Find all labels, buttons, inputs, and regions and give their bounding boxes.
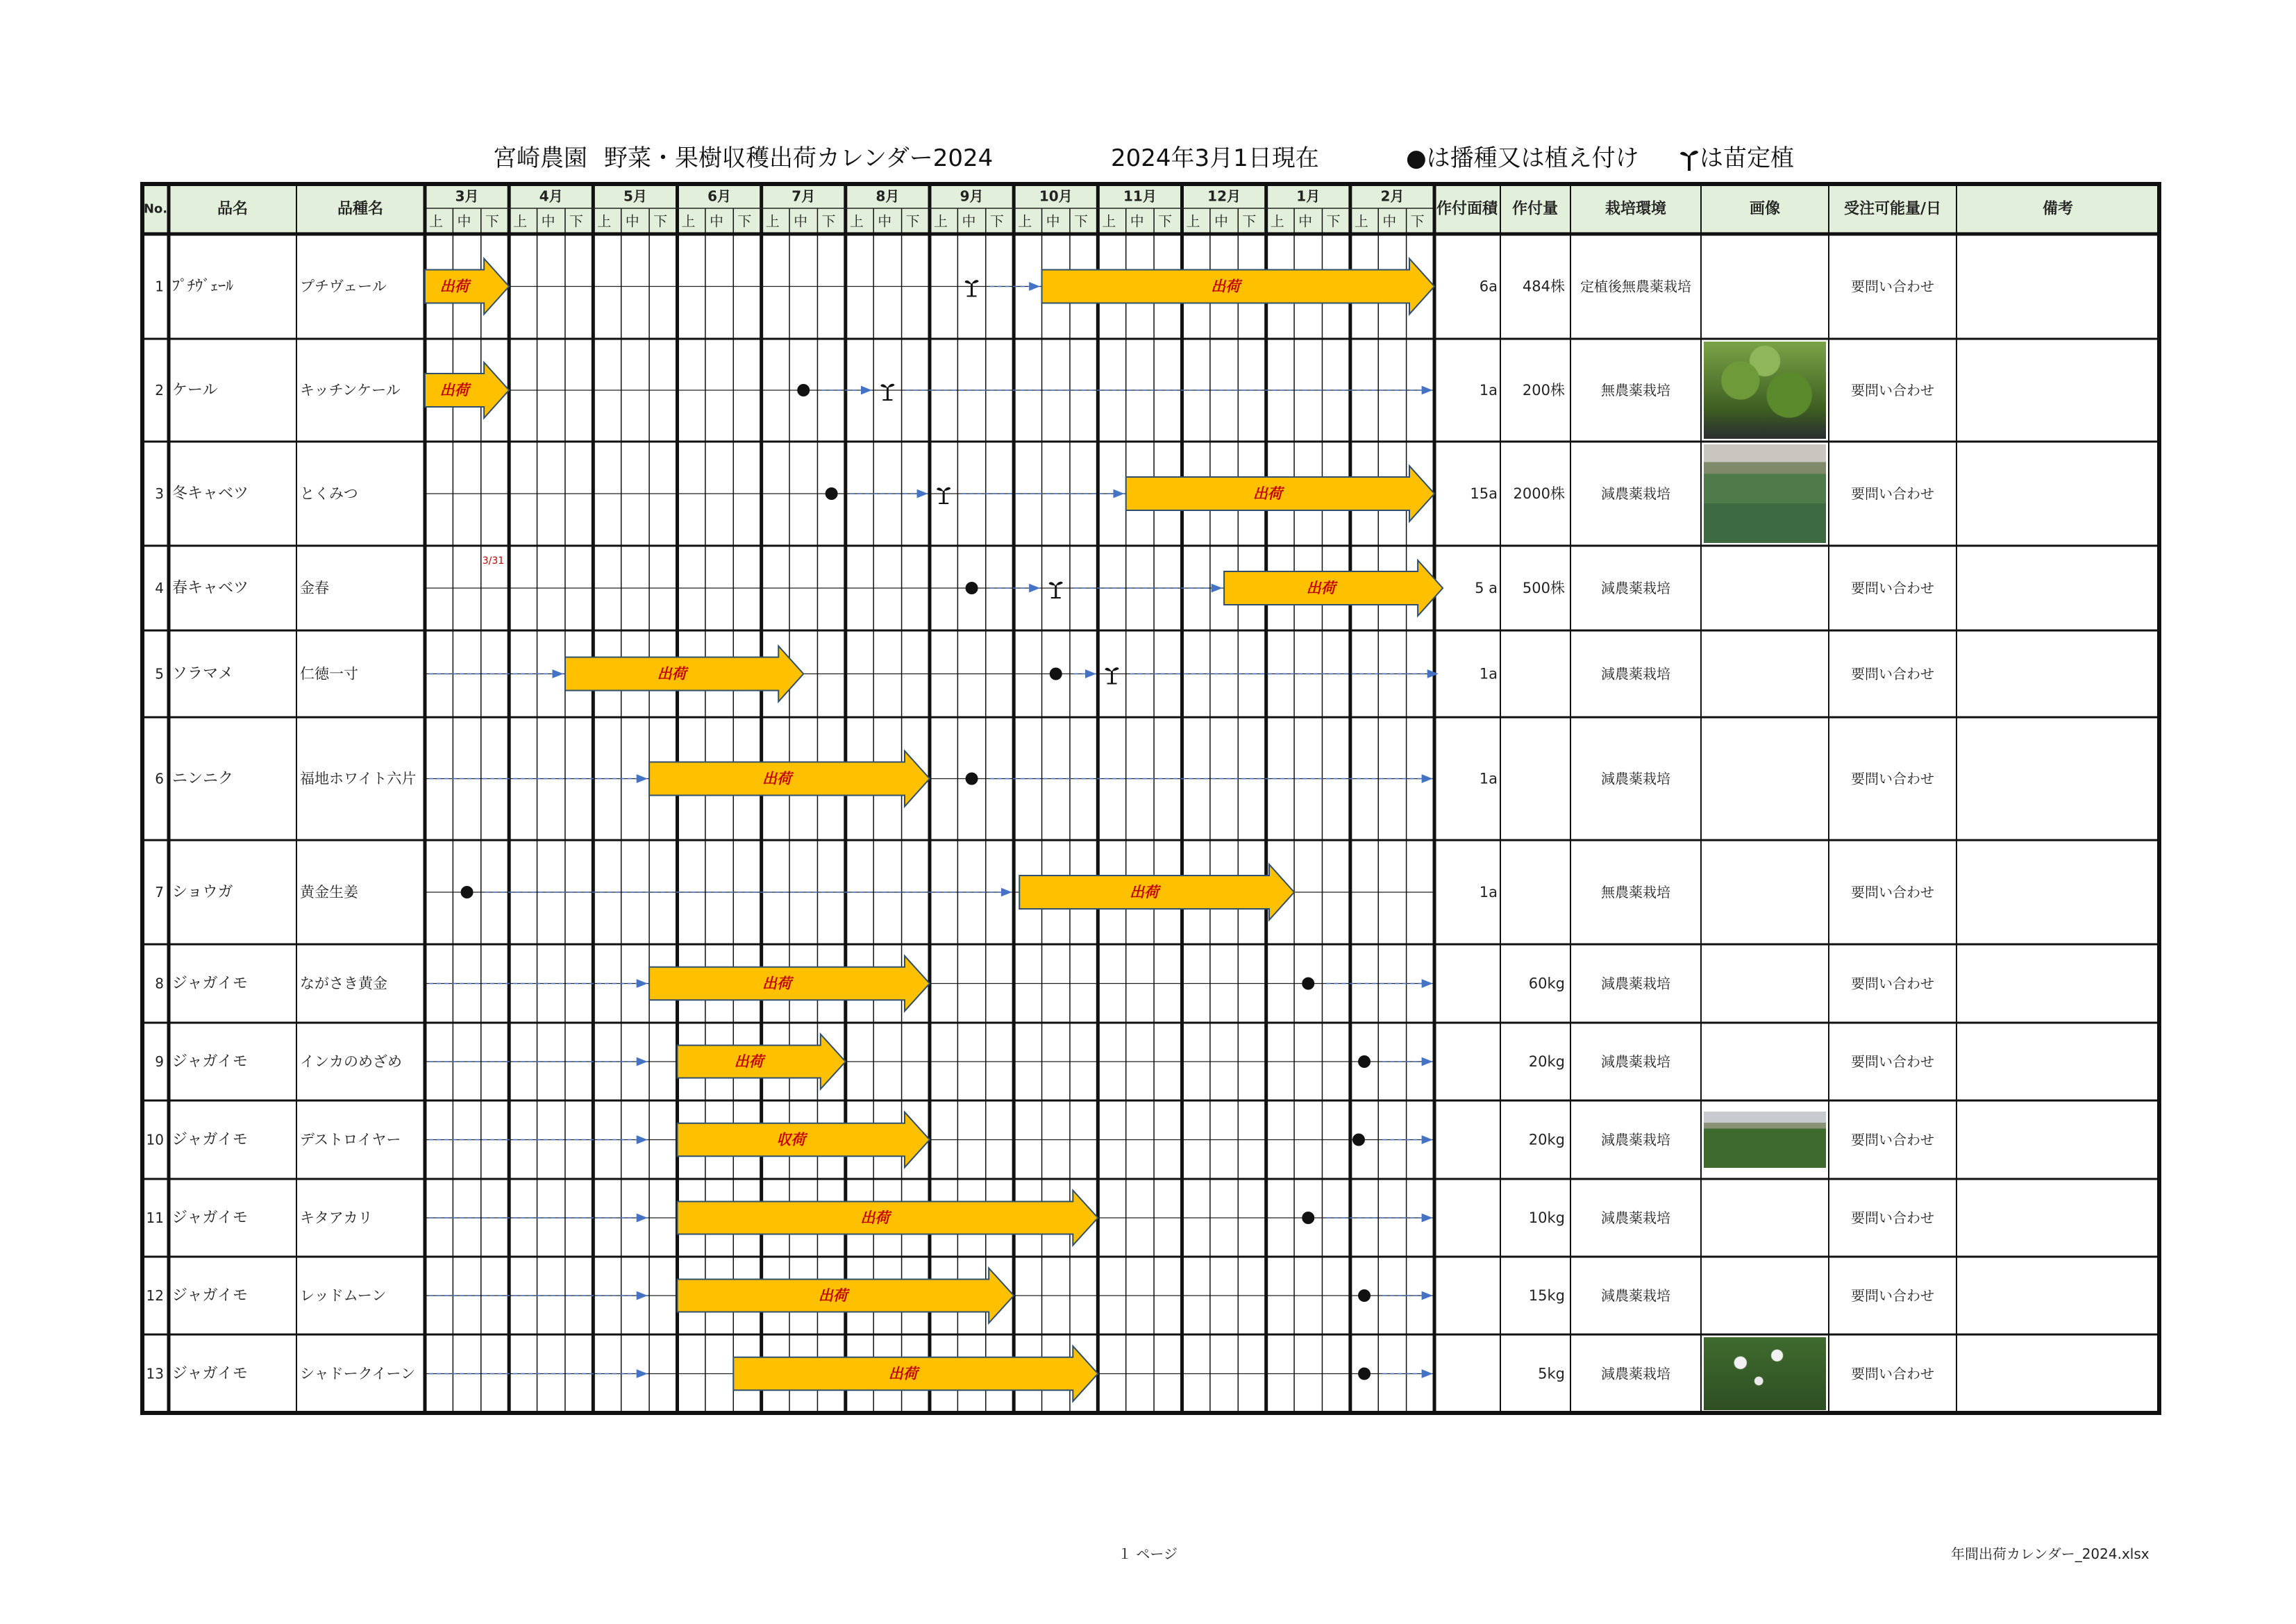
third-label: 下	[1074, 212, 1089, 230]
planted-amount: 20kg	[1528, 1053, 1565, 1070]
crop-name: ケール	[172, 381, 218, 399]
cultivation-env: 減農薬栽培	[1601, 1365, 1670, 1382]
order-capacity: 要問い合わせ	[1851, 770, 1934, 787]
order-capacity: 要問い合わせ	[1851, 485, 1934, 502]
month-label: 3月	[455, 187, 479, 205]
third-label: 中	[1046, 212, 1060, 230]
variety-name: 仁徳一寸	[300, 665, 358, 683]
sowing-dot	[797, 384, 810, 396]
month-label: 6月	[707, 187, 732, 205]
cultivation-env: 減農薬栽培	[1601, 1287, 1670, 1304]
shipping-label: 出荷	[439, 382, 469, 399]
variety-name: インカのめざめ	[300, 1053, 402, 1070]
month-label: 10月	[1039, 187, 1073, 205]
cultivation-env: 減農薬栽培	[1601, 580, 1670, 596]
shipping-label: 出荷	[888, 1365, 918, 1382]
cultivation-env: 減農薬栽培	[1601, 1131, 1670, 1148]
potato-field-photo	[1704, 1112, 1826, 1168]
third-label: 上	[1270, 212, 1284, 230]
month-label: 12月	[1207, 187, 1241, 205]
third-label: 中	[1130, 212, 1144, 230]
shipping-label: 出荷	[439, 278, 469, 295]
sowing-dot	[966, 582, 978, 594]
variety-name: レッドムーン	[300, 1287, 387, 1304]
variety-name: キタアカリ	[300, 1209, 373, 1226]
sowing-dot	[1358, 1289, 1371, 1302]
planted-area: 1a	[1479, 884, 1498, 901]
third-label: 中	[962, 212, 976, 230]
month-label: 1月	[1296, 187, 1321, 205]
calendar-title: 野菜・果樹収穫出荷カレンダー2024	[604, 144, 994, 172]
cultivation-env: 減農薬栽培	[1601, 485, 1670, 502]
variety-name: デストロイヤー	[300, 1131, 401, 1148]
month-label: 2月	[1380, 187, 1405, 205]
third-label: 下	[737, 212, 752, 230]
cultivation-env: 定植後無農薬栽培	[1580, 278, 1691, 295]
row-number: 10	[146, 1131, 164, 1148]
third-label: 上	[934, 212, 948, 230]
crop-name: ショウガ	[172, 883, 233, 901]
footer-filename: 年間出荷カレンダー_2024.xlsx	[1951, 1546, 2150, 1562]
row-number: 4	[155, 580, 164, 596]
third-label: 上	[429, 212, 444, 230]
third-label: 中	[625, 212, 639, 230]
row-number: 1	[155, 278, 164, 295]
third-label: 中	[541, 212, 555, 230]
third-label: 上	[513, 212, 528, 230]
order-capacity: 要問い合わせ	[1851, 884, 1934, 901]
planted-amount: 484株	[1522, 278, 1565, 295]
cultivation-env: 減農薬栽培	[1601, 665, 1670, 683]
legend-sprout-text: は苗定植	[1679, 139, 1794, 173]
order-capacity: 要問い合わせ	[1851, 278, 1934, 295]
crop-name: ニンニク	[172, 770, 234, 787]
planted-amount: 200株	[1522, 382, 1565, 399]
month-label: 9月	[960, 187, 984, 205]
month-label: 11月	[1123, 187, 1157, 205]
variety-name: シャドークイーン	[300, 1365, 416, 1382]
potato-flower-photo	[1704, 1337, 1826, 1410]
row-number: 7	[155, 884, 164, 901]
shipping-label: 出荷	[1211, 278, 1241, 295]
header-order: 受注可能量/日	[1843, 200, 1942, 218]
third-label: 上	[765, 212, 780, 230]
cabbage-photo	[1704, 444, 1826, 543]
cultivation-env: 減農薬栽培	[1601, 770, 1670, 787]
shipping-label: 出荷	[1130, 884, 1159, 901]
planted-amount: 10kg	[1528, 1209, 1565, 1226]
crop-name: 冬キャベツ	[172, 485, 249, 503]
order-capacity: 要問い合わせ	[1851, 665, 1934, 683]
shipping-label: 出荷	[734, 1053, 764, 1070]
third-label: 中	[794, 212, 808, 230]
crop-name: ジャガイモ	[172, 1131, 248, 1148]
footer-page-number: １ ページ	[1118, 1546, 1178, 1562]
sowing-dot	[461, 886, 474, 898]
crop-name: ﾌﾟﾁｳﾞｪｰﾙ	[172, 278, 234, 295]
header-image: 画像	[1749, 200, 1781, 218]
row-number: 12	[146, 1287, 164, 1304]
row-number: 2	[155, 382, 164, 399]
crop-name: 春キャベツ	[172, 579, 249, 597]
third-label: 下	[569, 212, 584, 230]
third-label: 中	[1382, 212, 1397, 230]
sowing-dot	[1302, 1212, 1314, 1224]
order-capacity: 要問い合わせ	[1851, 975, 1934, 992]
third-label: 下	[1410, 212, 1425, 230]
third-label: 上	[597, 212, 612, 230]
sprout-icon	[965, 280, 979, 296]
crop-name: ジャガイモ	[172, 1287, 248, 1305]
header-area: 作付面積	[1436, 200, 1498, 218]
shipping-label: 出荷	[762, 770, 792, 787]
planted-amount: 15kg	[1528, 1287, 1565, 1304]
shipping-label: 出荷	[818, 1287, 848, 1304]
crop-name: ジャガイモ	[172, 1365, 248, 1382]
legend-dot-text: ●は播種又は植え付け	[1406, 144, 1639, 172]
sowing-dot	[1302, 978, 1314, 990]
third-label: 中	[457, 212, 471, 230]
sowing-dot	[1358, 1368, 1371, 1380]
cultivation-env: 無農薬栽培	[1601, 884, 1670, 901]
table-border	[142, 184, 2159, 1413]
third-label: 下	[1158, 212, 1173, 230]
row-number: 8	[155, 975, 164, 992]
row-number: 11	[146, 1209, 164, 1226]
sprout-icon	[880, 384, 894, 400]
planted-amount: 500株	[1522, 580, 1565, 596]
row-number: 5	[155, 665, 164, 683]
third-label: 中	[1214, 212, 1228, 230]
variety-name: 福地ホワイト六片	[300, 770, 417, 787]
cultivation-env: 無農薬栽培	[1601, 382, 1670, 399]
third-label: 中	[1298, 212, 1313, 230]
sowing-dot	[1358, 1055, 1371, 1068]
third-label: 下	[821, 212, 836, 230]
variety-name: プチヴェール	[300, 278, 387, 295]
planted-amount: 20kg	[1528, 1131, 1565, 1148]
sowing-dot	[1352, 1134, 1365, 1146]
sprout-icon	[1105, 667, 1119, 683]
third-label: 下	[905, 212, 920, 230]
order-capacity: 要問い合わせ	[1851, 1365, 1934, 1382]
order-capacity: 要問い合わせ	[1851, 1131, 1934, 1148]
kale-photo	[1704, 342, 1826, 439]
header-amount: 作付量	[1511, 200, 1559, 218]
shipping-label: 出荷	[1306, 580, 1336, 596]
sprout-icon	[937, 487, 950, 503]
variety-name: とくみつ	[300, 485, 358, 502]
third-label: 下	[653, 212, 668, 230]
planted-area: 5 a	[1475, 580, 1498, 596]
month-label: 8月	[875, 187, 900, 205]
as-of-date: 2024年3月1日現在	[1111, 144, 1319, 172]
order-capacity: 要問い合わせ	[1851, 1053, 1934, 1070]
third-label: 上	[1018, 212, 1032, 230]
order-capacity: 要問い合わせ	[1851, 580, 1934, 596]
third-label: 下	[485, 212, 499, 230]
planted-area: 1a	[1479, 382, 1498, 399]
shipping-label: 出荷	[762, 975, 792, 992]
cultivation-env: 減農薬栽培	[1601, 1053, 1670, 1070]
row-number: 9	[155, 1053, 164, 1070]
row-number: 13	[146, 1365, 164, 1382]
planted-amount: 60kg	[1528, 975, 1565, 992]
sowing-dot	[966, 773, 978, 785]
shipping-label: 出荷	[860, 1209, 890, 1226]
crop-name: ジャガイモ	[172, 1053, 248, 1071]
cultivation-env: 減農薬栽培	[1601, 1209, 1670, 1226]
shipping-label: 収荷	[776, 1131, 806, 1148]
header-notes: 備考	[2042, 200, 2074, 218]
variety-name: 黄金生姜	[300, 884, 358, 901]
shipping-label: 出荷	[1252, 485, 1282, 502]
third-label: 上	[1102, 212, 1116, 230]
order-capacity: 要問い合わせ	[1851, 1287, 1934, 1304]
planted-area: 1a	[1479, 770, 1498, 787]
month-label: 4月	[539, 187, 563, 205]
third-label: 上	[1186, 212, 1200, 230]
month-label: 7月	[791, 187, 816, 205]
third-label: 上	[1354, 212, 1368, 230]
sprout-icon	[1049, 582, 1063, 598]
crop-name: ソラマメ	[172, 665, 234, 683]
planted-area: 15a	[1470, 485, 1498, 502]
third-label: 下	[1242, 212, 1257, 230]
third-label: 下	[1326, 212, 1341, 230]
cultivation-env: 減農薬栽培	[1601, 975, 1670, 992]
header-no: No.	[143, 201, 168, 217]
third-label: 中	[709, 212, 723, 230]
date-note: 3/31	[482, 555, 505, 567]
order-capacity: 要問い合わせ	[1851, 382, 1934, 399]
third-label: 中	[878, 212, 892, 230]
header-hinmei: 品名	[217, 200, 249, 218]
planted-amount: 5kg	[1538, 1365, 1565, 1382]
sowing-dot	[826, 487, 838, 500]
month-label: 5月	[623, 187, 647, 205]
third-label: 上	[681, 212, 696, 230]
farm-name: 宮崎農園	[493, 144, 587, 172]
planted-area: 1a	[1479, 665, 1498, 683]
header-hinshu: 品種名	[337, 200, 384, 218]
planted-amount: 2000株	[1513, 485, 1565, 502]
variety-name: ながさき黄金	[300, 975, 387, 992]
third-label: 下	[989, 212, 1004, 230]
row-number: 3	[155, 485, 164, 502]
crop-name: ジャガイモ	[172, 975, 248, 992]
order-capacity: 要問い合わせ	[1851, 1209, 1934, 1226]
crop-name: ジャガイモ	[172, 1209, 248, 1227]
variety-name: キッチンケール	[300, 382, 401, 399]
planted-area: 6a	[1479, 278, 1498, 295]
variety-name: 金春	[300, 580, 329, 596]
third-label: 上	[849, 212, 864, 230]
header-env: 栽培環境	[1604, 200, 1667, 218]
sowing-dot	[1050, 668, 1062, 680]
row-number: 6	[155, 770, 164, 787]
shipping-label: 出荷	[657, 665, 687, 683]
